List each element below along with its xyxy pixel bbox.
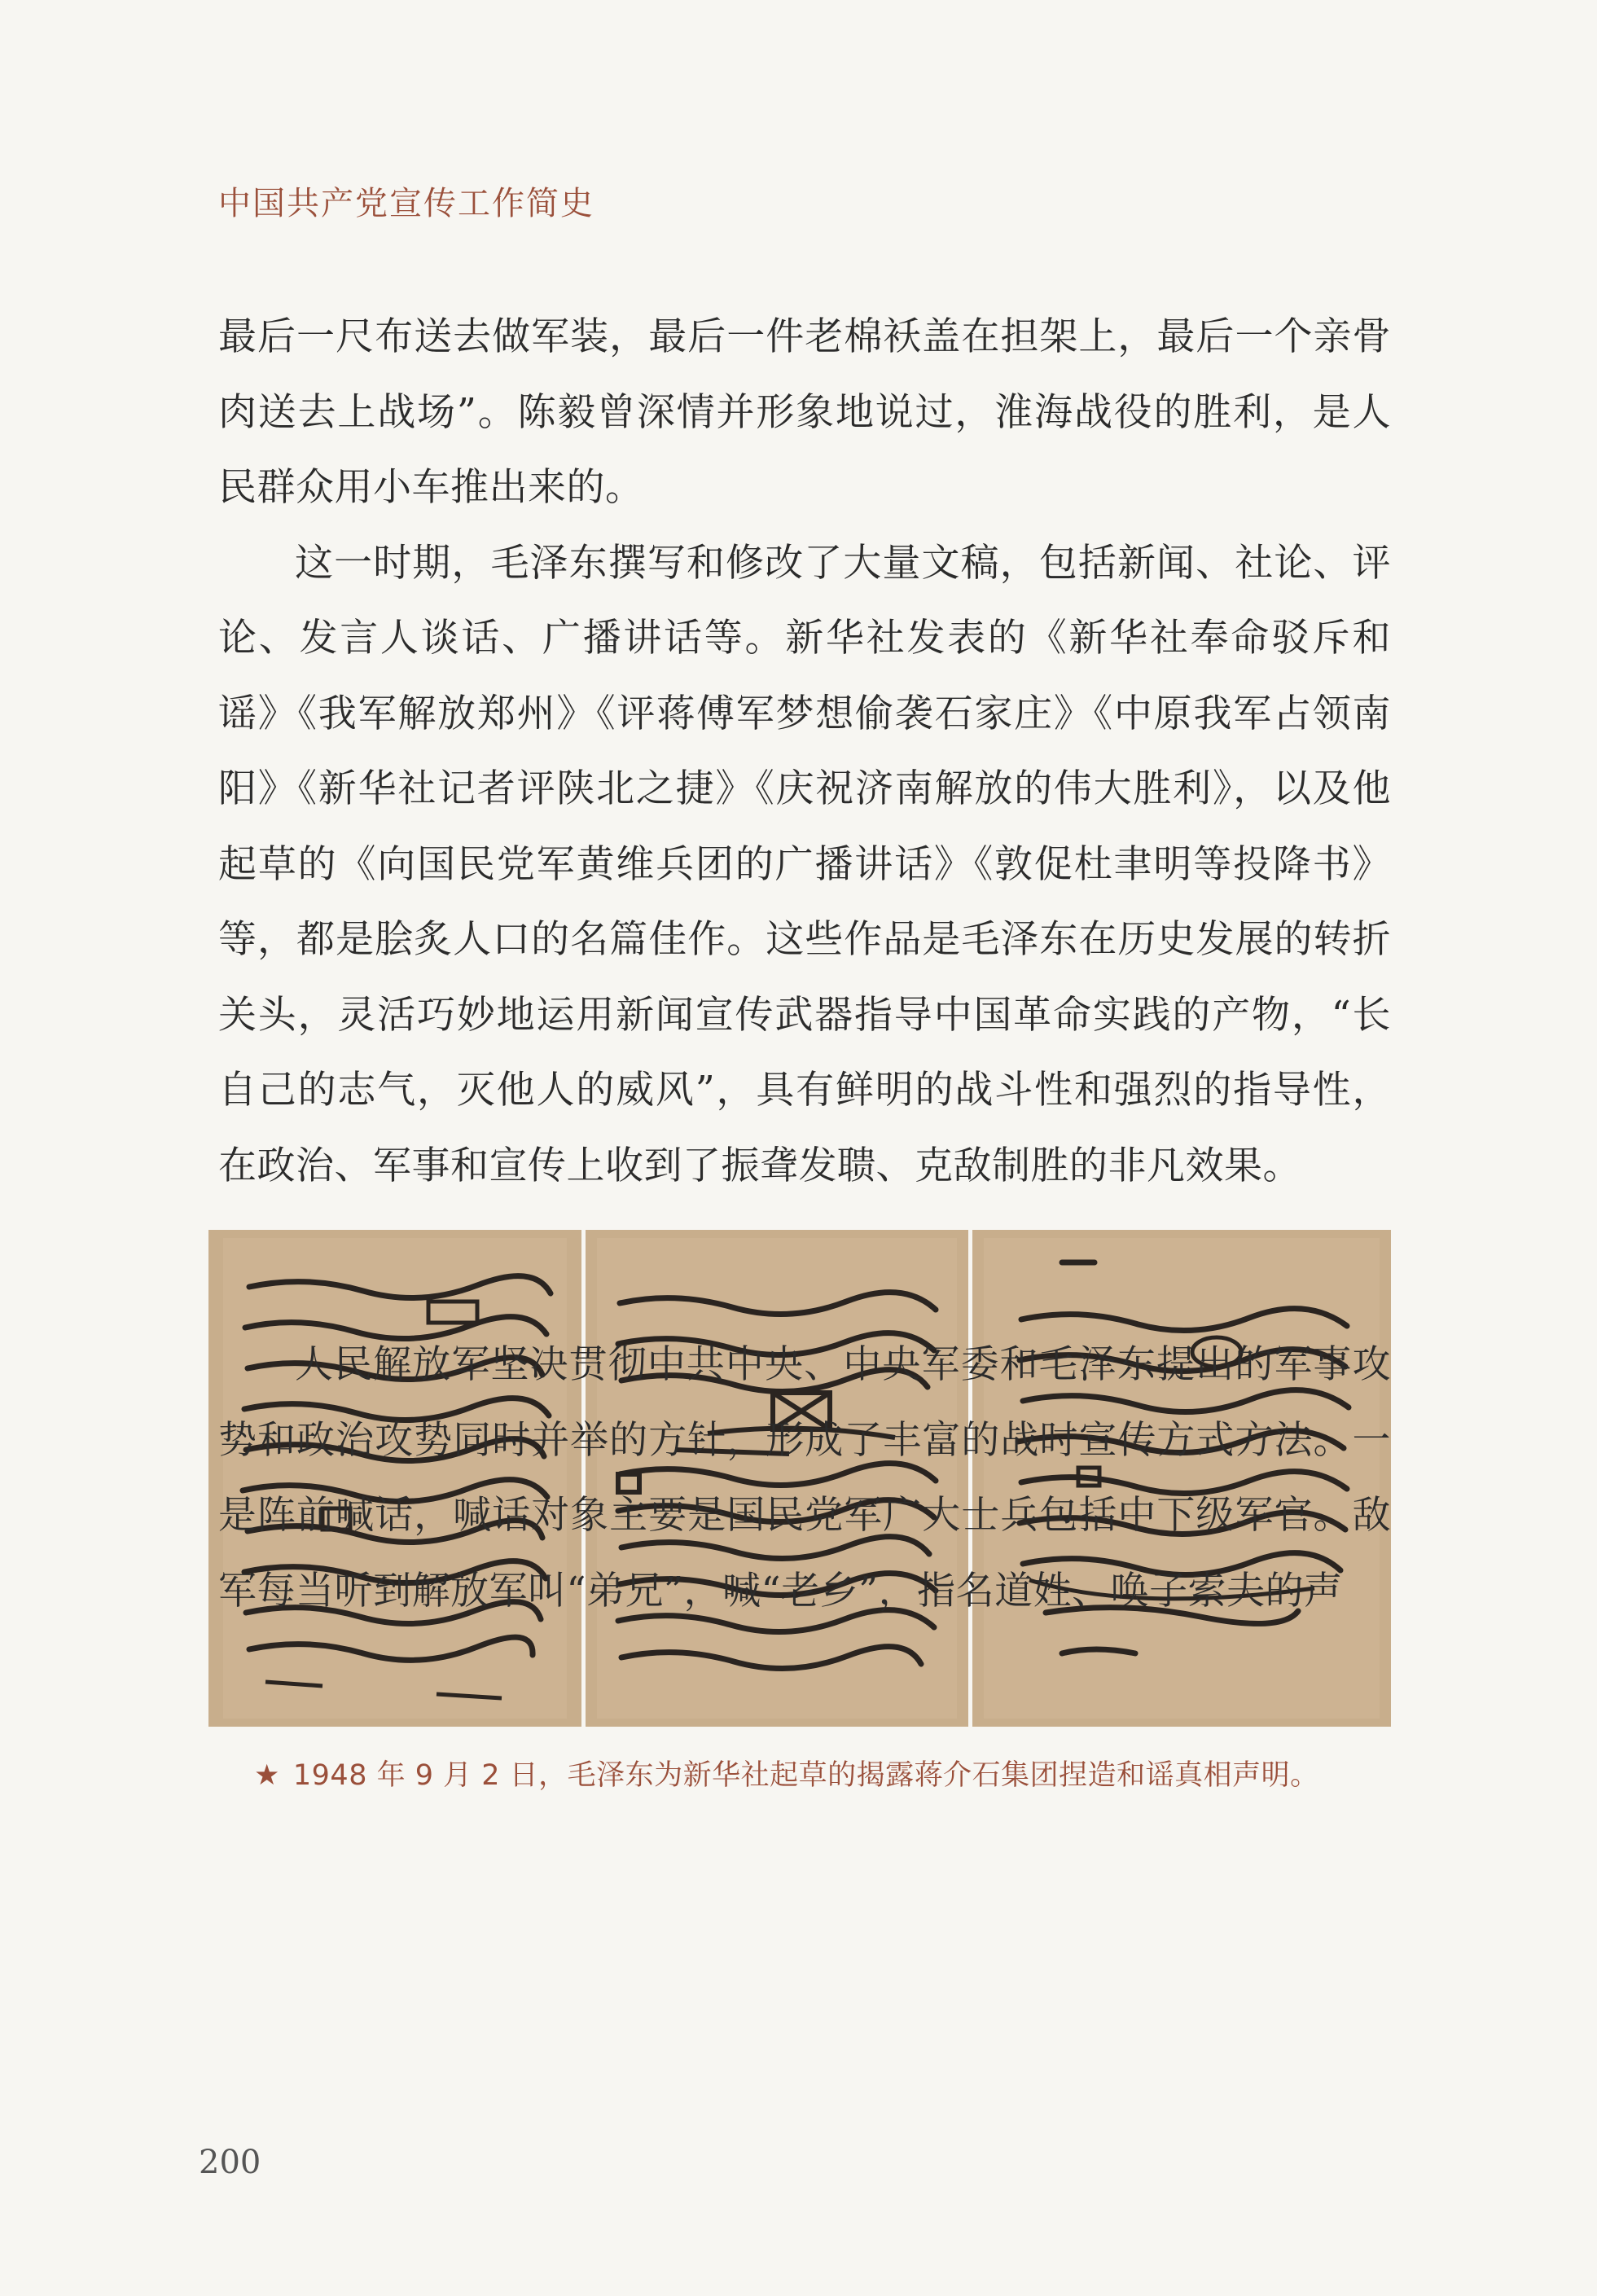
page-number: 200 xyxy=(199,2144,261,2181)
running-header: 中国共产党宣传工作简史 xyxy=(218,185,594,222)
paragraph: 人民解放军坚决贯彻中共中央、中央军委和毛泽东提出的军事攻势和政治攻势同时并举的方针，形成了丰富的战时宣传方式方法。一是阵前喊话，喊话对象主要是国民党军广大士兵包括中下级军官。敌军每当听到解放军叫“弟兄”，喊“老乡”，指名道姓、唤子索夫的声 xyxy=(218,1342,1391,1613)
caption-text: 1948 年 9 月 2 日，毛泽东为新华社起草的揭露蒋介石集团捏造和谣真相声明。 xyxy=(292,1759,1319,1792)
body-text-top xyxy=(218,300,1391,1204)
figure-caption xyxy=(254,1753,1319,1793)
star-icon: ★ xyxy=(254,1759,280,1792)
paragraph: 这一时期，毛泽东撰写和修改了大量文稿，包括新闻、社论、评论、发言人谈话、广播讲话等。新华社发表的《新华社奉命驳斥和谣》《我军解放郑州》《评蒋傅军梦想偷袭石家庄》《中原我军占领南阳》《新华社记者评陕北之捷》《庆祝济南解放的伟大胜利》，以及他起草的《向国民党军黄维兵团的广播讲话》《敦促杜聿明等投降书》等，都是脍炙人口的名篇佳作。这些作品是毛泽东在历史发展的转折关头，灵活巧妙地运用新闻宣传武器指导中国革命实践的产物，“长自己的志气，灭他人的威风”，具有鲜明的战斗性和强烈的指导性，在政治、军事和宣传上收到了振聋发聩、克敌制胜的非凡效果。 xyxy=(218,540,1391,1188)
body-text-bottom xyxy=(218,1328,1391,1629)
paragraph: 最后一尺布送去做军装，最后一件老棉袄盖在担架上，最后一个亲骨肉送去上战场”。陈毅曾深情并形象地说过，淮海战役的胜利，是人民群众用小车推出来的。 xyxy=(218,314,1391,510)
